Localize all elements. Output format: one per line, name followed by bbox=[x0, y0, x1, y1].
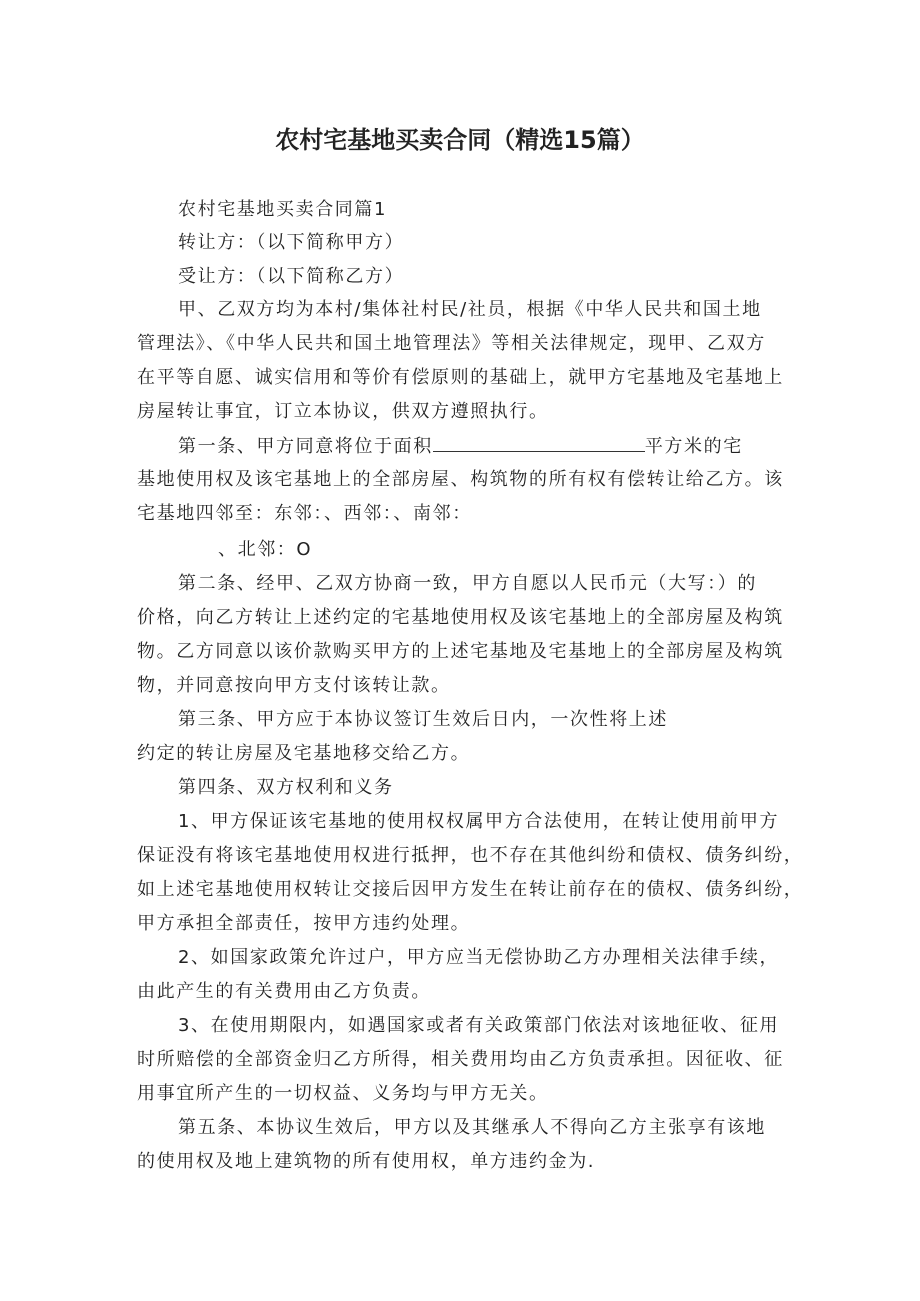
paragraph-line: 在平等自愿、诚实信用和等价有偿原则的基础上，就甲方宅基地及宅基地上 bbox=[137, 367, 784, 388]
article-2-line: 第二条、经甲、乙双方协商一致，甲方自愿以人民币元（大写：）的 bbox=[178, 573, 757, 594]
paragraph-line: 、北邻：O bbox=[218, 539, 313, 560]
article-1-line bbox=[178, 435, 743, 458]
transferee-line: 受让方：（以下简称乙方） bbox=[178, 266, 405, 287]
paragraph-line: 物。乙方同意以该价款购买甲方的上述宅基地及宅基地上的全部房屋及构筑 bbox=[137, 641, 784, 662]
clause-1-line: 1、甲方保证该宅基地的使用权权属甲方合法使用，在转让使用前甲方 bbox=[178, 811, 780, 832]
article-3-line: 第三条、甲方应于本协议签订生效后日内，一次性将上述 bbox=[178, 709, 668, 730]
transferor-line: 转让方：（以下简称甲方） bbox=[178, 232, 405, 253]
clause-2-line: 2、如国家政策允许过户，甲方应当无偿协助乙方办理相关法律手续， bbox=[178, 947, 780, 968]
clause-3-line: 3、在使用期限内，如遇国家或者有关政策部门依法对该地征收、征用 bbox=[178, 1015, 780, 1036]
paragraph-line: 基地使用权及该宅基地上的全部房屋、构筑物的所有权有偿转让给乙方。该 bbox=[137, 469, 784, 490]
paragraph-line: 管理法》、《中华人民共和国土地管理法》等相关法律规定，现甲、乙双方 bbox=[137, 333, 766, 354]
document-title: 农村宅基地买卖合同（精选15篇） bbox=[275, 126, 645, 154]
article-5-line: 第五条、本协议生效后，甲方以及其继承人不得向乙方主张享有该地 bbox=[178, 1117, 766, 1138]
paragraph-line: 甲方承担全部责任，按甲方违约处理。 bbox=[137, 913, 471, 934]
paragraph-line: 用事宜所产生的一切权益、义务均与甲方无关。 bbox=[137, 1083, 549, 1104]
paragraph-line: 时所赔偿的全部资金归乙方所得，相关费用均由乙方负责承担。因征收、征 bbox=[137, 1049, 784, 1070]
paragraph-line: 宅基地四邻至：东邻：、西邻：、南邻： bbox=[137, 503, 472, 524]
paragraph-line: 房屋转让事宜，订立本协议，供双方遵照执行。 bbox=[137, 401, 549, 422]
article-4-heading: 第四条、双方权利和义务 bbox=[178, 777, 394, 798]
paragraph-line: 如上述宅基地使用权转让交接后因甲方发生在转让前存在的债权、债务纠纷， bbox=[137, 879, 804, 900]
paragraph-line: 甲、乙双方均为本村/集体社村民/社员，根据《中华人民共和国土地 bbox=[178, 299, 762, 320]
paragraph-line: 保证没有将该宅基地使用权进行抵押，也不存在其他纠纷和债权、债务纠纷， bbox=[137, 845, 804, 866]
paragraph-line: 约定的转让房屋及宅基地移交给乙方。 bbox=[137, 743, 471, 764]
article-1-text: 第一条、甲方同意将位于面积 bbox=[178, 436, 433, 457]
paragraph-line: 由此产生的有关费用由乙方负责。 bbox=[137, 981, 431, 1002]
paragraph-line: 价格，向乙方转让上述约定的宅基地使用权及该宅基地上的全部房屋及构筑 bbox=[137, 607, 784, 628]
paragraph-line: 物，并同意按向甲方支付该转让款。 bbox=[137, 675, 451, 696]
article-1-unit: 平方米的宅 bbox=[644, 436, 743, 457]
paragraph-line: 的使用权及地上建筑物的所有使用权，单方违约金为. bbox=[137, 1151, 596, 1172]
section-heading: 农村宅基地买卖合同篇1 bbox=[178, 199, 388, 220]
area-blank bbox=[433, 435, 645, 452]
